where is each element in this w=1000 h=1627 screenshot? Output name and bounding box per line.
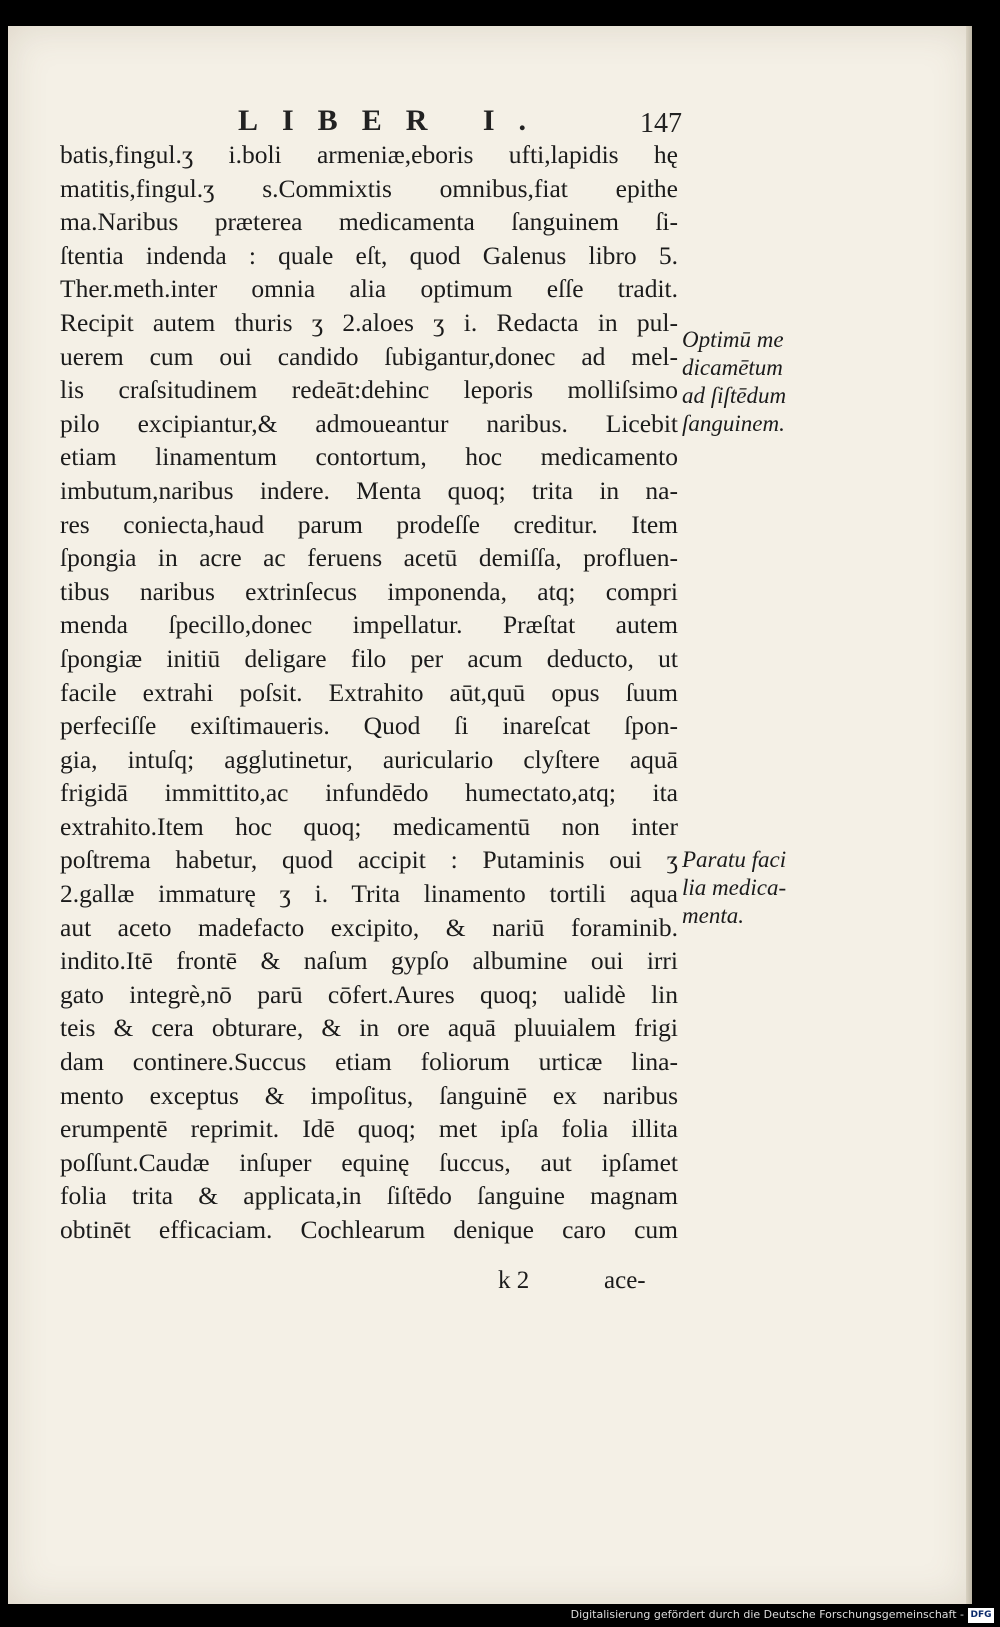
text-line: facile extrahi poſsit. Extrahito aūt,quū opus ſuum [60,677,678,707]
text-line: menda ſpecillo,donec impellatur. Præſtat autem [60,610,678,640]
text-line: uerem cum oui candido ſubigantur,donec ad mel- [60,341,678,371]
text-line: 2.gallæ immaturę ʒ i. Trita linamento tortili aqua [60,879,678,909]
catchword: ace- [604,1267,646,1294]
text-line: gia, intuſq; agglutinetur, auriculario clyſtere aquā [60,744,678,774]
body-text [60,138,678,1247]
text-line: mento exceptus & impoſitus, ſanguinē ex naribus [60,1080,678,1110]
marginal-note-line: dicamētum [682,355,783,380]
text-line: ma.Naribus præterea medicamenta ſanguinem ſi- [60,207,678,237]
text-line: indito.Itē frontē & naſum gypſo albumine oui irri [60,946,678,976]
text-line: folia trita & applicata,in ſiſtēdo ſanguine magnam [60,1181,678,1211]
text-line: tibus naribus extrinſecus imponenda, atq; compri [60,576,678,606]
text-line: poſtrema habetur, quod accipit : Putaminis oui ʒ [60,845,678,875]
page-edge [966,26,972,1604]
text-line: ſpongia in acre ac feruens acetū demiſſa, profluen- [60,543,678,573]
text-line: poſſunt.Caudæ inſuper equinę ſuccus, aut ipſamet [60,1147,678,1177]
text-line: lis craſsitudinem redeāt:dehinc leporis molliſsimo [60,375,678,405]
dfg-logo: DFG [968,1608,994,1623]
text-line: matitis,fingul.ʒ s.Commixtis omnibus,fiat epithe [60,173,678,203]
text-line: Recipit autem thuris ʒ 2.aloes ʒ i. Redacta in pul- [60,307,678,337]
marginal-note-line: Paratu faci [682,847,787,872]
text-line: ſtentia indenda : quale eſt, quod Galenus libro 5. [60,240,678,270]
text-line: erumpentē reprimit. Idē quoq; met ipſa folia illita [60,1114,678,1144]
text-line: aut aceto madefacto excipito, & nariū foraminib. [60,912,678,942]
signature-mark: k 2 [498,1267,530,1294]
marginal-note-line: ſanguinem. [682,411,785,436]
text-line: Ther.meth.inter omnia alia optimum eſſe tradit. [60,274,678,304]
text-line: res coniecta,haud parum prodeſſe creditur. Item [60,509,678,539]
marginal-note-line: ad ſiſtēdum [682,383,787,408]
text-line: frigidā immittito,ac infundēdo humectato,atq; ita [60,778,678,808]
page-number: 147 [640,108,682,139]
digitization-footer [0,1605,1000,1627]
book-page [8,26,972,1604]
text-line: extrahito.Item hoc quoq; medicamentū non inter [60,811,678,841]
marginal-note-line: menta. [682,903,744,928]
text-line: obtinēt efficaciam. Cochlearum denique caro cum [60,1215,678,1244]
text-line: pilo excipiantur,& admoueantur naribus. Licebit [60,408,678,438]
marginal-note-2 [682,846,822,930]
text-line: dam continere.Succus etiam foliorum urticæ lina- [60,1047,678,1077]
text-line: perfeciſſe exiſtimaueris. Quod ſi inareſcat ſpon- [60,711,678,741]
text-line: teis & cera obturare, & in ore aquā pluuialem frigi [60,1013,678,1043]
marginal-note-line: lia medica- [682,875,787,900]
text-line: ſpongiæ initiū deligare filo per acum deducto, ut [60,643,678,673]
text-line: imbutum,naribus indere. Menta quoq; trita in na- [60,475,678,505]
footer-credit: Digitalisierung gefördert durch die Deutsche Forschungsgemeinschaft - [570,1608,964,1621]
marginal-note-1 [682,326,822,438]
marginal-note-line: Optimū me [682,327,784,352]
text-line: gato integrè,nō parū cōfert.Aures quoq; ualidè lin [60,979,678,1009]
text-line: batis,fingul.ʒ i.boli armeniæ,eboris ufti,lapidis hę [60,140,678,169]
text-line: etiam linamentum contortum, hoc medicamento [60,442,678,472]
running-head: LIBER I. [238,104,551,137]
